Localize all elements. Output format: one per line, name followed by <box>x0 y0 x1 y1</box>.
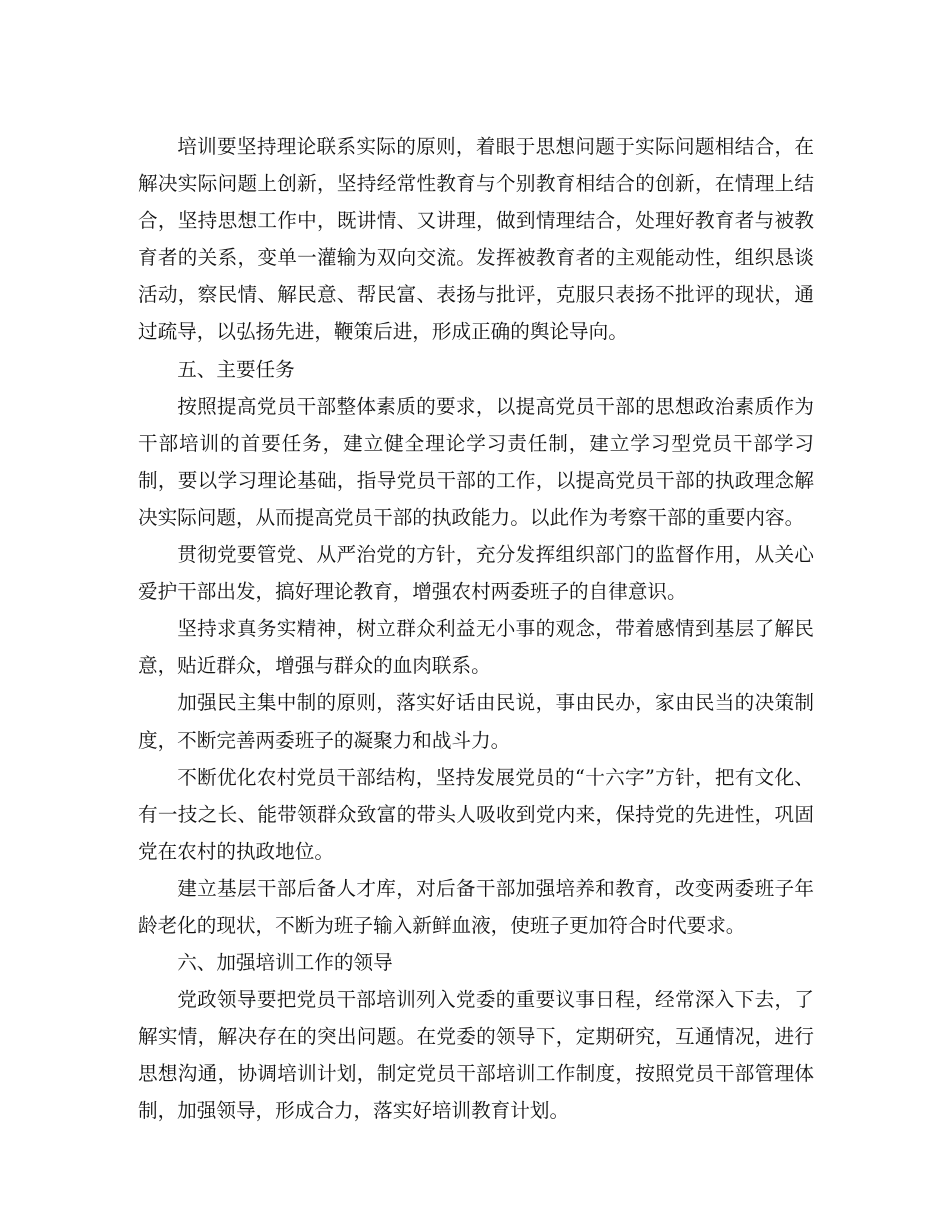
section-heading-main-tasks: 五、主要任务 <box>177 357 295 381</box>
paragraph-overall-quality: 按照提高党员干部整体素质的要求，以提高党员干部的思想政治素质作为干部培训的首要任务，建立健全理论学习责任制，建立学习型党员干部学习制，要以学习理论基础，指导党员干部的工作，以提高党员干部的执政理念解决实际问题，从而提高党员干部的执政能力。以此作为考察干部的重要内容。 <box>138 394 814 529</box>
paragraph-democratic-centralism: 加强民主集中制的原则，落实好话由民说，事由民办，家由民当的决策制度，不断完善两委班子的凝聚力和战斗力。 <box>138 691 814 752</box>
paragraph-training-principles: 培训要坚持理论联系实际的原则，着眼于思想问题于实际问题相结合，在解决实际问题上创新，坚持经常性教育与个别教育相结合的创新，在情理上结合，坚持思想工作中，既讲情、又讲理，做到情理结合，处理好教育者与被教育者的关系，变单一灌输为双向交流。发挥被教育者的主观能动性，组织恳谈活动，察民情、解民意、帮民富、表扬与批评，克服只表扬不批评的现状，通过疏导，以弘扬先进，鞭策后进，形成正确的舆论导向。 <box>138 135 814 344</box>
paragraph-practical-spirit: 坚持求真务实精神，树立群众利益无小事的观念，带着感情到基层了解民意，贴近群众，增强与群众的血肉联系。 <box>138 617 814 678</box>
document-page <box>138 128 814 1130</box>
paragraph-reserve-talent: 建立基层干部后备人才库，对后备干部加强培养和教育，改变两委班子年龄老化的现状，不断为班子输入新鲜血液，使班子更加符合时代要求。 <box>138 876 814 937</box>
section-heading-leadership: 六、加强培训工作的领导 <box>177 951 393 975</box>
paragraph-party-discipline: 贯彻党要管党、从严治党的方针，充分发挥组织部门的监督作用，从关心爱护干部出发，搞好理论教育，增强农村两委班子的自律意识。 <box>138 543 814 604</box>
paragraph-optimize-structure: 不断优化农村党员干部结构，坚持发展党员的“十六字”方针，把有文化、有一技之长、能带领群众致富的带头人吸收到党内来，保持党的先进性，巩固党在农村的执政地位。 <box>138 765 814 863</box>
paragraph-leadership-duties: 党政领导要把党员干部培训列入党委的重要议事日程，经常深入下去，了解实情，解决存在的突出问题。在党委的领导下，定期研究，互通情况，进行思想沟通，协调培训计划，制定党员干部培训工作制度，按照党员干部管理体制，加强领导，形成合力，落实好培训教育计划。 <box>138 988 814 1123</box>
